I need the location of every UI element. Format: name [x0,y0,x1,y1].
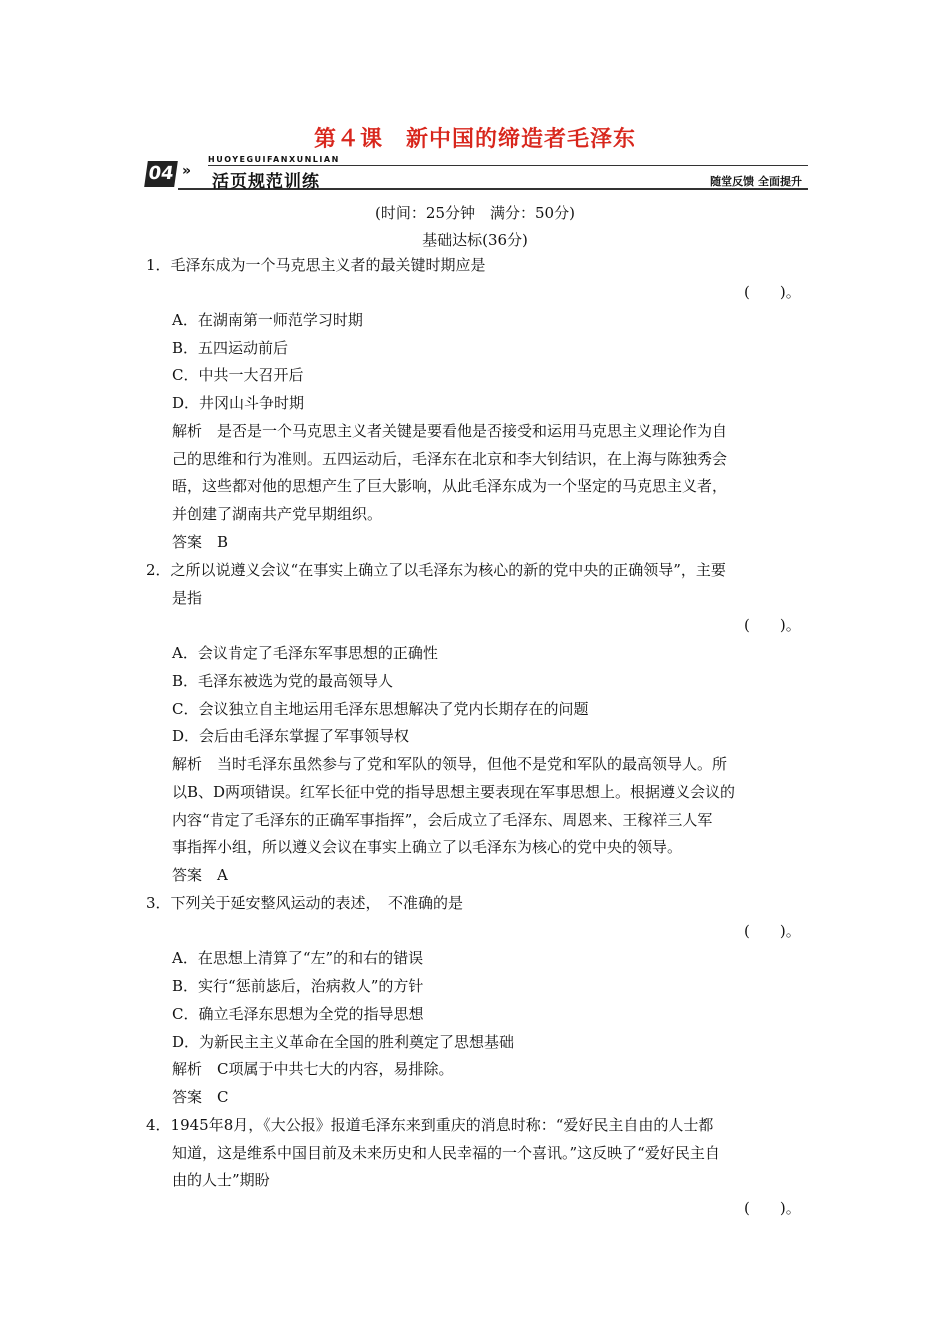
answer-blank: ( )。 [744,922,801,940]
analysis-line: 解析 C项属于中共七大的内容，易排除。 [172,1060,454,1078]
option: A．在思想上清算了“左”的和右的错误 [172,949,424,967]
answer: 答案 A [172,866,228,884]
question-stem: 2．之所以说遵义会议“在事实上确立了以毛泽东为核心的新的党中央的正确领导”，主要 [146,561,726,579]
question-stem: 4．1945年8月，《大公报》报道毛泽东来到重庆的消息时称：“爱好民主自由的人士都 [146,1116,714,1134]
option: B．实行“惩前毖后，治病救人”的方针 [172,977,424,995]
question-stem: 由的人士”期盼 [172,1171,270,1189]
time-info: (时间：25分钟 满分：50分) [375,204,575,222]
option: C．中共一大召开后 [172,366,304,384]
analysis-line: 事指挥小组，所以遵义会议在事实上确立了以毛泽东为核心的党中央的领导。 [172,838,683,856]
analysis-line: 晤，这些都对他的思想产生了巨大影响，从此毛泽东成为一个坚定的马克思主义者， [172,477,728,495]
analysis-line: 以B、D两项错误。红军长征中党的指导思想主要表现在军事思想上。根据遵义会议的 [172,783,736,801]
option: D．为新民主主义革命在全国的胜利奠定了思想基础 [172,1033,515,1051]
option: C．确立毛泽东思想为全党的指导思想 [172,1005,424,1023]
answer-blank: ( )。 [744,616,801,634]
answer-blank: ( )。 [744,283,801,301]
banner-pinyin: HUOYEGUIFANXUNLIAN [208,155,340,164]
option: A．会议肯定了毛泽东军事思想的正确性 [172,644,438,662]
analysis-line: 并创建了湖南共产党早期组织。 [172,505,383,523]
analysis-line: 解析 是否是一个马克思主义者关键是要看他是否接受和运用马克思主义理论作为自 [172,422,728,440]
option: B．五四运动前后 [172,339,289,357]
answer: 答案 B [172,533,229,551]
question-stem: 知道，这是维系中国目前及未来历史和人民幸福的一个喜讯。”这反映了“爱好民主自 [172,1144,720,1162]
option: A．在湖南第一师范学习时期 [172,311,363,329]
answer: 答案 C [172,1088,229,1106]
page-title: 第４课 新中国的缔造者毛泽东 [313,127,636,152]
question-stem: 3．下列关于延安整风运动的表述， 不准确的是 [146,894,464,912]
banner-right-label: 随堂反馈 全面提升 [710,175,802,188]
option: C．会议独立自主地运用毛泽东思想解决了党内长期存在的问题 [172,700,589,718]
banner-label: 活页规范训练 [212,172,320,192]
option: B．毛泽东被选为党的最高领导人 [172,672,394,690]
lesson-number: 04 [144,161,178,187]
answer-blank: ( )。 [744,1199,801,1217]
option: D．会后由毛泽东掌握了军事领导权 [172,727,410,745]
analysis-line: 内容“肯定了毛泽东的正确军事指挥”，会后成立了毛泽东、周恩来、王稼祥三人军 [172,811,713,829]
double-chevron-icon: » [182,163,192,179]
analysis-line: 己的思维和行为准则。五四运动后，毛泽东在北京和李大钊结识，在上海与陈独秀会 [172,450,728,468]
banner-divider [208,165,808,166]
section-heading: 基础达标(36分) [422,231,528,249]
question-stem: 是指 [172,589,203,607]
question-stem: 1．毛泽东成为一个马克思主义者的最关键时期应是 [146,256,486,274]
option: D．井冈山斗争时期 [172,394,305,412]
analysis-line: 解析 当时毛泽东虽然参与了党和军队的领导，但他不是党和军队的最高领导人。所 [172,755,728,773]
section-banner [142,155,808,191]
